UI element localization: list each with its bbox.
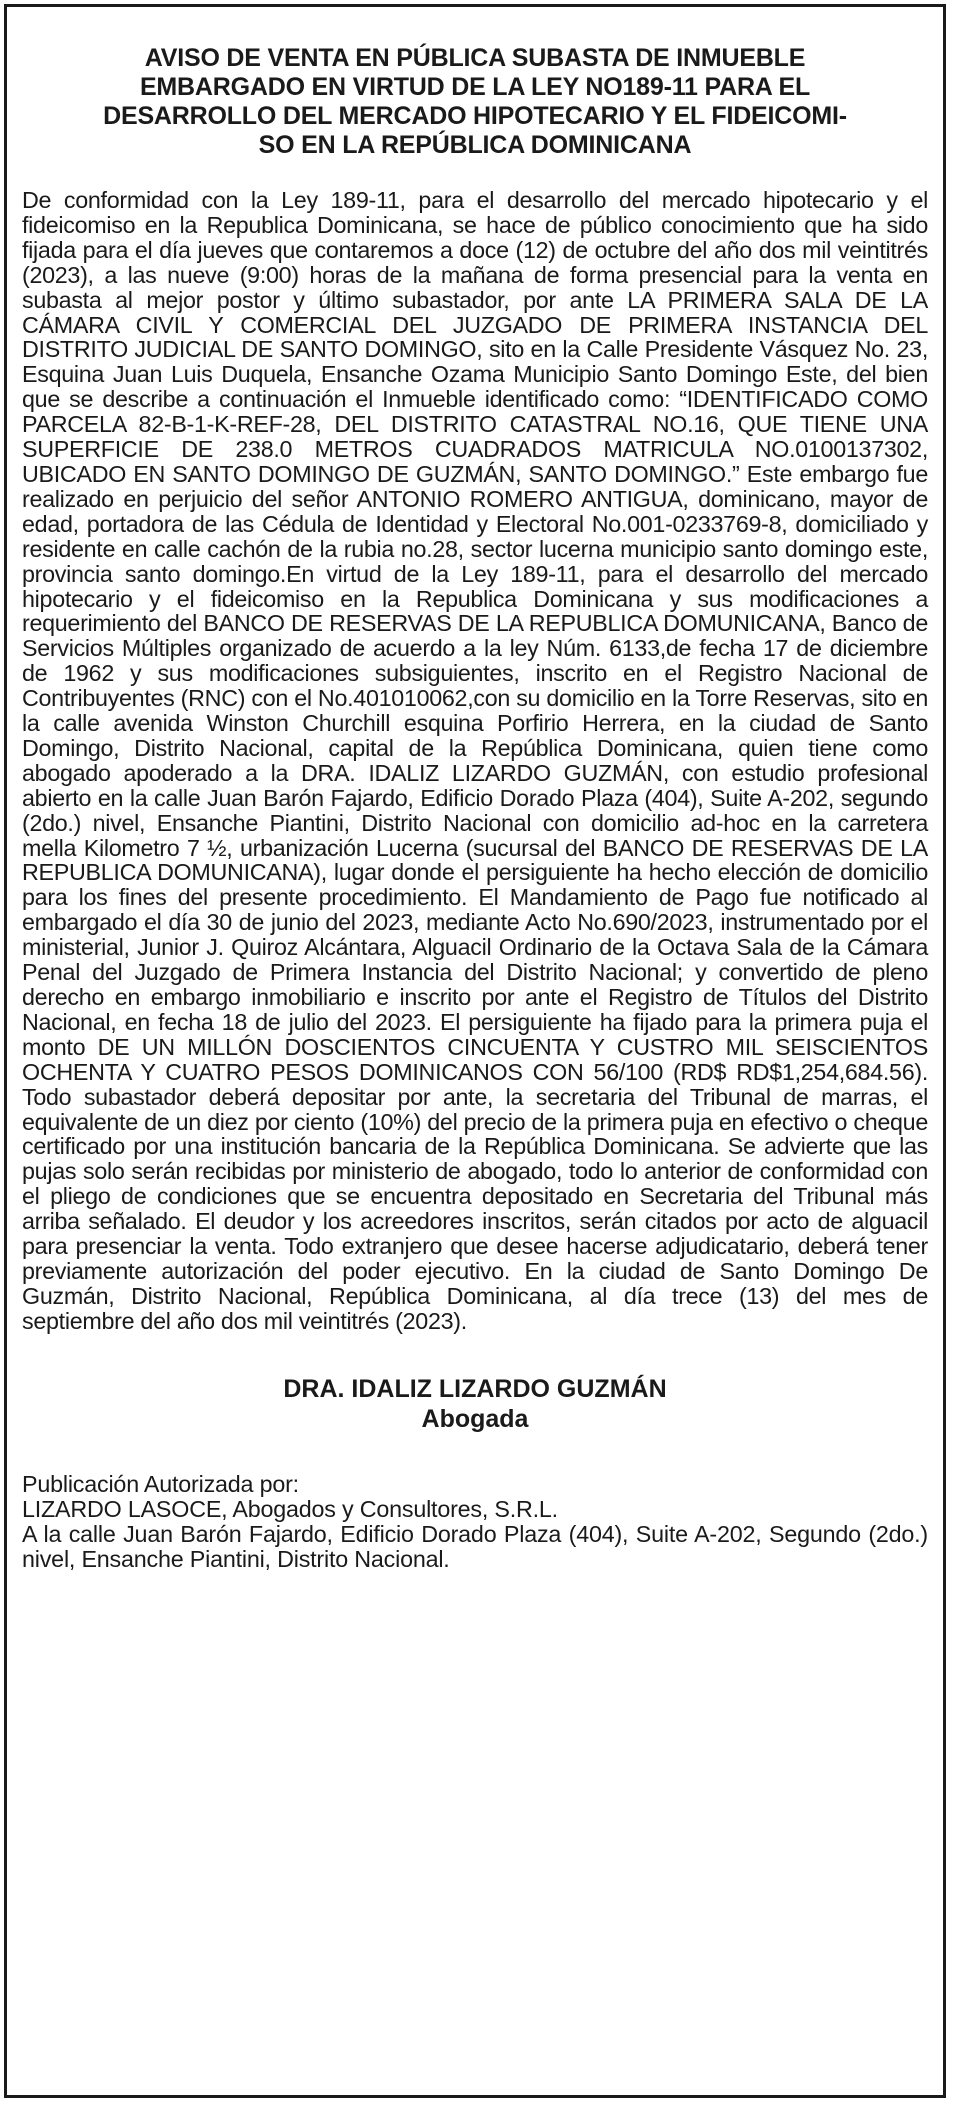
notice-title-line: AVISO DE VENTA EN PÚBLICA SUBASTA DE INMUEBLE [144,44,806,72]
notice-body: De conformidad con la Ley 189-11, para el desarrollo del mercado hipotecario y el fideicomiso en la Republica Dominicana, se hace de público conocimiento que ha sido fijada para el día jueves que contaremos a doce (12) de octubre del año dos mil veintitrés (2023), a las nueve (9:00) horas de la mañana de forma presencial para la venta en subasta al mejor postor y último subastador, por ante LA PRIMERA SALA DE LA CÁMARA CIVIL Y COMERCIAL DEL JUZGADO DE PRIMERA INSTANCIA DEL DISTRITO JUDICIAL DE SANTO DOMINGO, sito en la Calle Presidente Vásquez No. 23, Esquina Juan Luis Duquela, Ensanche Ozama Municipio Santo Domingo Este, del bien que se describe a continuación el Inmueble identificado como: “IDENTIFICADO COMO PARCELA 82-B-1-K-REF-28, DEL DISTRITO CATASTRAL NO.16, QUE TIENE UNA SUPERFICIE DE 238.0 METROS CUADRADOS MATRICULA NO.0100137302, UBICADO EN SANTO DOMINGO DE GUZMÁN, SANTO DOMINGO.” Este embargo fue realizado en perjuicio del señor ANTONIO ROMERO ANTIGUA, dominicano, mayor de edad, portadora de las Cédula de Identidad y Electoral No.001-0233769-8, domiciliado y residente en calle cachón de la rubia no.28, sector lucerna municipio santo domingo este, provincia santo domingo.En virtud de la Ley 189-11, para el desarrollo del mercado hipotecario y el fideicomiso en la Republica Dominicana y sus modificaciones a requerimiento del BANCO DE RESERVAS DE LA REPUBLICA DOMUNICANA, Banco de Servicios Múltiples organizado de acuerdo a la ley Núm. 6133,de fecha 17 de diciembre de 1962 y sus modificaciones subsiguientes, inscrito en el Registro Nacional de Contribuyentes (RNC) con el No.401010062,con su domicilio en la Torre Reservas, sito en la calle avenida Winston Churchill esquina Porfirio Herrera, en la ciudad de Santo Domingo, Distrito Nacional, capital de la República Dominicana, quien tiene como abogado apoderado a la DRA. IDALIZ LIZARDO GUZMÁN, con estudio profesional abierto en la calle Juan Barón Fajardo, Edificio Dorado Plaza (404), Suite A-202, segundo (2do.) nivel, Ensanche Piantini, Distrito Nacional con domicilio ad-hoc en la carretera mella Kilometro 7 ½, urbanización Lucerna (sucursal del BANCO DE RESERVAS DE LA REPUBLICA DOMUNICANA), lugar donde el persiguiente ha hecho elección de domicilio para los fines del presente procedimiento. El Mandamiento de Pago fue notificado al embargado el día 30 de junio del 2023, mediante Acto No.690/2023, instrumentado por el ministerial, Junior J. Quiroz Alcántara, Alguacil Ordinario de la Octava Sala de la Cámara Penal del Juzgado de Primera Instancia del Distrito Nacional; y convertido de pleno derecho en embargo inmobiliario e inscrito por ante el Registro de Títulos del Distrito Nacional, en fecha 18 de julio del 2023. El persiguiente ha fijado para la primera puja el monto DE UN MILLÓN DOSCIENTOS CINCUENTA Y CUSTRO MIL SEISCIENTOS OCHENTA Y CUATRO PESOS DOMINICANOS CON 56/100 (RD$ RD$1,254,684.56). Todo subastador deberá depositar por ante, la secretaria del Tribunal de marras, el equivalente de un diez por ciento (10%) del precio de la primera puja en efectivo o cheque certificado por una institución bancaria de la República Dominicana. Se advierte que las pujas solo serán recibidas por ministerio de abogado, todo lo anterior de conformidad con el pliego de condiciones que se encuentra depositado en Secretaria del Tribunal más arriba señalado. El deudor y los acreedores inscritos, serán citados por acto de alguacil para presenciar la venta. Todo extranjero que desee hacerse adjudicatario, deberá tener previamente autorización del poder ejecutivo. En la ciudad de Santo Domingo De Guzmán, Distrito Nacional, República Dominicana, al día trece (13) del mes de septiembre del año dos mil veintitrés (2023). [22,187,928,1334]
notice-title [22,44,928,160]
notice-title-line: SO EN LA REPÚBLICA DOMINICANA [258,131,692,159]
signature-name: DRA. IDALIZ LIZARDO GUZMÁN [283,1374,667,1403]
signature-role: Abogada [421,1404,529,1433]
notice-title-line: EMBARGADO EN VIRTUD DE LA LEY NO189-11 PARA EL [139,73,811,101]
notice-title-line: DESARROLLO DEL MERCADO HIPOTECARIO Y EL FIDEICOMI- [103,102,847,130]
publication-label: Publicación Autorizada por: [22,1470,299,1497]
signature-block [22,1374,928,1434]
publication-block [22,1472,928,1572]
publication-firm: LIZARDO LASOCE, Abogados y Consultores, S.R.L. [22,1495,558,1522]
publication-address: A la calle Juan Barón Fajardo, Edificio Dorado Plaza (404), Suite A-202, Segundo (2do.) nivel, Ensanche Piantini, Distrito Nacional. [22,1520,928,1572]
notice-content [22,44,928,1572]
